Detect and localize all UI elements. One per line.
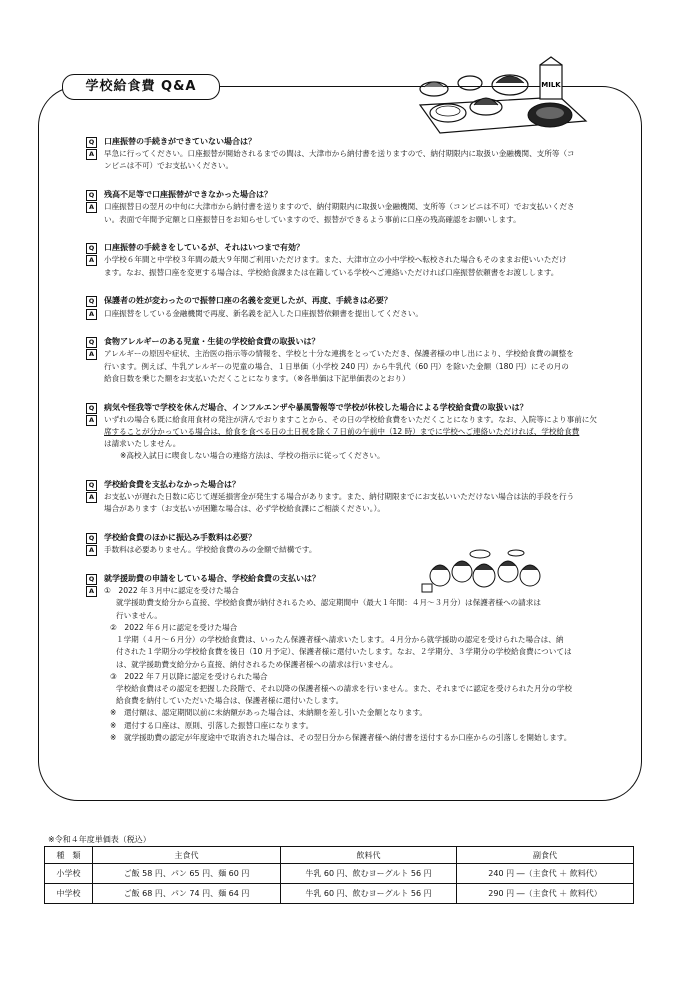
answer-mark-icon: A	[86, 545, 97, 556]
price-table	[44, 846, 634, 904]
question-mark-icon: Q	[86, 137, 97, 148]
table-row	[45, 864, 634, 884]
answer-line: ンビニは不可）でお支払いください。	[104, 161, 234, 171]
answer-line: アレルギーの原因や症状、主治医の指示等の情報を、学校と十分な連携をとっていただき、保護者様の申し出により、学校給食費の調整を	[104, 349, 574, 359]
footnote: ※ 就学援助費の認定が年度途中で取消された場合は、その翌日分から保護者様へ納付書を送付するか口座からの引落しを開始します。	[110, 732, 572, 742]
qa-item	[86, 189, 606, 226]
question-text: 保護者の姓が変わったので振替口座の名義を変更したが、再度、手続きは必要？	[104, 296, 392, 306]
answer-line: 手数料は必要ありません。学校給食費のみの金額で結構です。	[104, 545, 317, 555]
answer-line: 早急に行ってください。口座振替が開始されるまでの間は、大津市から納付書を送りますので、納付期限内に取扱い金融機関、支所等（コ	[104, 149, 575, 159]
table-cell: 牛乳 60 円、飲むヨーグルト 56 円	[281, 864, 457, 884]
answer-line: 口座振替日の翌月の中旬に大津市から納付書を送りますので、納付期限内に取扱い金融機関、支所等（コンビニは不可）でお支払いくださ	[104, 202, 575, 212]
answer-line: 行いません。	[116, 610, 163, 620]
answer-mark-icon: A	[86, 202, 97, 213]
table-cell: 290 円 ―（主食代 ＋ 飲料代）	[457, 884, 634, 904]
answer-mark-icon: A	[86, 149, 97, 160]
answer-line: 場合があります（お支払いが困難な場合は、必ず学校給食課にご相談ください。）。	[104, 504, 385, 514]
qa-item	[86, 402, 606, 463]
answer-line: は請求いたしません。	[104, 439, 181, 449]
answer-line: 就学援助費支給分から直接、学校給食費が納付されるため、認定期間中（最大１年間：４月～３月分）は保護者様への請求は	[116, 598, 541, 608]
answer-mark-icon: A	[86, 492, 97, 503]
table-header: 主食代	[93, 847, 281, 864]
question-text: 口座振替の手続きができていない場合は？	[104, 137, 256, 146]
answer-mark-icon: A	[86, 255, 97, 266]
table-header: 副食代	[457, 847, 634, 864]
school-lunch-illustration	[410, 55, 590, 135]
question-mark-icon: Q	[86, 403, 97, 414]
answer-mark-icon: A	[86, 415, 97, 426]
question-text: 学校給食費を支払わなかった場合は？	[104, 480, 240, 490]
question-text: 学校給食費のほかに振込み手数料は必要？	[104, 533, 256, 543]
question-mark-icon: Q	[86, 190, 97, 201]
answer-line: 席することが分かっている場合は、給食を食べる日の土日祝を除く７日前の午前中（12 時）までに学校へご連絡いただければ、学校給食費	[104, 426, 580, 436]
answer-line: 小学校６年間と中学校３年間の最大９年間ご利用いただけます。また、大津市立の小中学校へ転校された場合もそのままお使いいただけ	[104, 255, 567, 265]
answer-mark-icon: A	[86, 309, 97, 320]
case-heading: ③ 2022 年７月以降に認定を受けられた場合	[110, 671, 268, 681]
question-text: 食物アレルギーのある児童・生徒の学校給食費の取扱いは？	[104, 337, 320, 347]
table-cell: 240 円 ―（主食代 ＋ 飲料代）	[457, 864, 634, 884]
qa-item	[86, 242, 606, 279]
page-title: 学校給食費 Q&A	[62, 74, 220, 100]
qa-list	[86, 136, 606, 760]
question-text: 就学援助費の申請をしている場合、学校給食費の支払いは？	[104, 574, 320, 584]
answer-line: いずれの場合も既に給食用食材の発注が済んでおりますことから、その日の学校給食費をいただくことになります。なお、入院等により事前に欠	[104, 414, 597, 424]
table-cell: ご飯 68 円、パン 74 円、麺 64 円	[93, 884, 281, 904]
answer-line: は、就学援助費支給分から直接、納付されるため保護者様への請求は行いません。	[116, 659, 398, 669]
answer-mark-icon: A	[86, 586, 97, 597]
answer-line: お支払いが遅れた日数に応じて遅延損害金が発生する場合があります。また、納付期限までにお支払いいただけない場合は法的手段を行う	[104, 492, 575, 502]
qa-item	[86, 336, 606, 385]
table-cell: 小学校	[45, 864, 93, 884]
answer-line: ます。なお、振替口座を変更する場合は、学校給食課または在籍している学校へご連絡いただければ口座振替依頼書をお渡しします。	[104, 267, 559, 277]
milk-label: MILK	[541, 81, 561, 89]
table-row	[45, 884, 634, 904]
table-header: 種 類	[45, 847, 93, 864]
qa-item	[86, 573, 606, 744]
children-illustration	[420, 548, 558, 598]
answer-mark-icon: A	[86, 349, 97, 360]
table-cell: ご飯 58 円、パン 65 円、麺 60 円	[93, 864, 281, 884]
qa-item	[86, 136, 606, 173]
answer-line: 給食費を納付していただいた場合は、保護者様に還付いたします。	[116, 696, 344, 706]
question-mark-icon: Q	[86, 533, 97, 544]
price-table-caption: ※令和４年度単価表（税込）	[48, 835, 151, 844]
footnote: ※ 還付額は、認定期間以前に未納額があった場合は、未納額を差し引いた金額となります。	[110, 708, 428, 718]
question-text: 口座振替の手続きをしているが、それはいつまで有効？	[104, 243, 304, 253]
answer-line: 口座振替をしている金融機関で再度、新名義を記入した口座振替依頼書を提出してください。	[104, 308, 423, 318]
question-mark-icon: Q	[86, 480, 97, 491]
question-mark-icon: Q	[86, 296, 97, 307]
table-cell: 中学校	[45, 884, 93, 904]
answer-line: １学期（４月～６月分）の学校給食費は、いったん保護者様へ請求いたします。４月分から就学援助の認定を受けられた場合は、納	[116, 635, 564, 645]
question-mark-icon: Q	[86, 337, 97, 348]
case-heading: ② 2022 年６月に認定を受けた場合	[110, 622, 238, 632]
answer-line: 付された１学期分の学校給食費を後日（10 月予定）、保護者様に還付いたします。なお、２学期分、３学期分の学校給食費については	[116, 647, 572, 657]
footnote: ※ 還付する口座は、原則、引落した振替口座になります。	[110, 720, 314, 730]
qa-item	[86, 295, 606, 319]
table-header-row	[45, 847, 634, 864]
question-text: 病気や怪我等で学校を休んだ場合、インフルエンザや暴風警報等で学校が休校した場合による学校給食費の取扱いは？	[104, 402, 528, 412]
answer-line: 行います。例えば、牛乳アレルギーの児童の場合、１日単価（小学校 240 円）から牛乳代（60 円）を除いた金額（180 円）にその月の	[104, 361, 569, 371]
table-cell: 牛乳 60 円、飲むヨーグルト 56 円	[281, 884, 457, 904]
table-header: 飲料代	[281, 847, 457, 864]
answer-line: い。表面で年間予定額と口座振替日をお知らせしていますので、振替ができるよう事前に口座の残高確認をお願いします。	[104, 214, 521, 224]
answer-line: 学校給食費はその認定を把握した段階で、それ以降の保護者様への請求を行いません。また、それまでに認定を受けられた月分の学校	[116, 683, 572, 693]
question-mark-icon: Q	[86, 243, 97, 254]
answer-note: ※高校入試日に喫食しない場合の連絡方法は、学校の指示に従ってください。	[120, 451, 385, 461]
question-text: 残高不足等で口座振替ができなかった場合は？	[104, 190, 272, 200]
answer-line: 給食日数を乗じた額をお支払いただくことになります。（※各単価は下記単価表のとおり）	[104, 373, 410, 383]
case-heading: ① 2022 年３月中に認定を受けた場合	[104, 586, 239, 596]
qa-item	[86, 479, 606, 516]
question-mark-icon: Q	[86, 574, 97, 585]
